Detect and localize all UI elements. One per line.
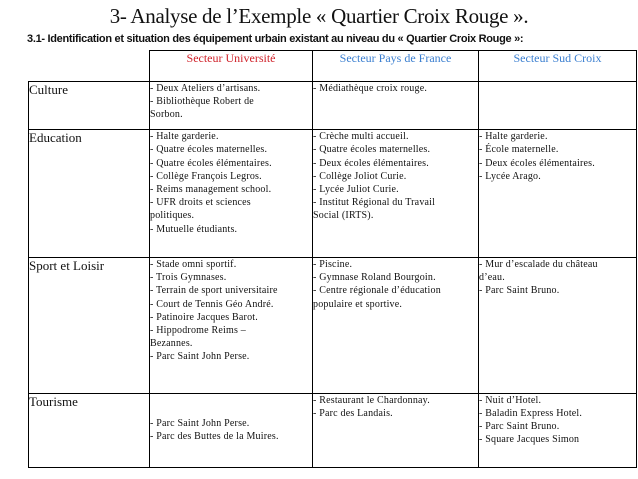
cell-line: d’eau. [479,272,505,284]
cell-line: - Square Jacques Simon [479,434,580,446]
cell-line: - Trois Gymnases. [150,272,227,284]
cell-education-universite [150,130,313,258]
cell-sport-universite [150,257,313,393]
cell-line: - Deux Ateliers d’artisans. [150,82,261,94]
cell-line: - Halte garderie. [479,131,548,143]
cell-line: - Patinoire Jacques Barot. [150,311,258,323]
header-secteur-sud-croix: Secteur Sud Croix [479,51,637,82]
cell-sport-pays-de-france [313,257,479,393]
cell-line: - Mutuelle étudiants. [150,223,238,235]
cell-line: - Crèche multi accueil. [313,131,409,143]
cell-culture-universite [150,81,313,129]
cell-line: - Stade omni sportif. [150,258,237,270]
row-label-sport-et-loisir: Sport et Loisir [29,257,150,393]
header-secteur-pays-de-france: Secteur Pays de France [313,51,479,82]
cell-culture-pays-de-france [313,81,479,129]
cell-sport-sud-croix [479,257,637,393]
cell-line: - Terrain de sport universitaire [150,285,278,297]
table-row [29,81,637,129]
cell-line: - Restaurant le Chardonnay. [313,394,430,406]
cell-line: - École maternelle. [479,144,559,156]
row-label-tourisme: Tourisme [29,393,150,467]
page-title: 3- Analyse de l’Exemple « Quartier Croix Rouge ». [109,4,529,28]
cell-line: - Parc Saint Bruno. [479,285,560,297]
cell-line: - Halte garderie. [150,131,219,143]
cell-culture-sud-croix [479,81,637,129]
equipment-table [28,50,637,468]
cell-line: - Lycée Arago. [479,170,541,182]
cell-line: - Collège Joliot Curie. [313,170,407,182]
cell-line: - Parc Saint Bruno. [479,421,560,433]
header-secteur-universite: Secteur Université [150,51,313,82]
cell-line: - Quatre écoles maternelles. [150,144,268,156]
header-row [29,51,637,82]
cell-line: - Deux écoles élémentaires. [313,157,429,169]
cell-line: Social (IRTS). [313,210,374,222]
cell-line: - Quatre écoles élémentaires. [150,157,272,169]
cell-line: - Hippodrome Reims – [150,324,246,336]
cell-line: populaire et sportive. [313,298,403,310]
cell-line: - Piscine. [313,258,353,270]
cell-line: - Gymnase Roland Bourgoin. [313,272,436,284]
row-label-culture: Culture [29,81,150,129]
section-subtitle: 3.1- Identification et situation des équipement urbain existant au niveau du « Quartier Croix Rouge »: [27,33,524,45]
cell-line: - Reims management school. [150,184,272,196]
cell-line: - Quatre écoles maternelles. [313,144,431,156]
cell-line: - Collège François Legros. [150,170,262,182]
cell-tourisme-pays-de-france [313,393,479,467]
cell-tourisme-sud-croix [479,393,637,467]
cell-tourisme-universite [150,393,313,467]
cell-line: - UFR droits et sciences [150,197,251,209]
cell-line: - Court de Tennis Géo André. [150,298,274,310]
cell-line: - Institut Régional du Travail [313,197,436,209]
cell-line: - Centre régionale d’éducation [313,285,441,297]
cell-line: Sorbon. [150,109,183,121]
cell-education-pays-de-france [313,130,479,258]
header-corner [29,51,150,82]
cell-line: - Deux écoles élémentaires. [479,157,595,169]
table-row [29,257,637,393]
cell-line: - Bibliothèque Robert de [150,96,254,108]
cell-line: - Baladin Express Hotel. [479,408,583,420]
cell-line: politiques. [150,210,195,222]
cell-line: - Médiathèque croix rouge. [313,82,428,94]
cell-line: - Parc des Buttes de la Muires. [150,431,279,443]
row-label-education: Education [29,130,150,258]
cell-line: - Nuit d’Hotel. [479,394,542,406]
table-row [29,393,637,467]
cell-line: - Mur d’escalade du château [479,258,598,270]
cell-line: Bezannes. [150,338,193,350]
cell-line: - Parc des Landais. [313,408,393,420]
cell-line: - Parc Saint John Perse. [150,351,250,363]
cell-line: - Parc Saint John Perse. [150,418,250,430]
table-row [29,130,637,258]
cell-line: - Lycée Juliot Curie. [313,184,399,196]
cell-education-sud-croix [479,130,637,258]
